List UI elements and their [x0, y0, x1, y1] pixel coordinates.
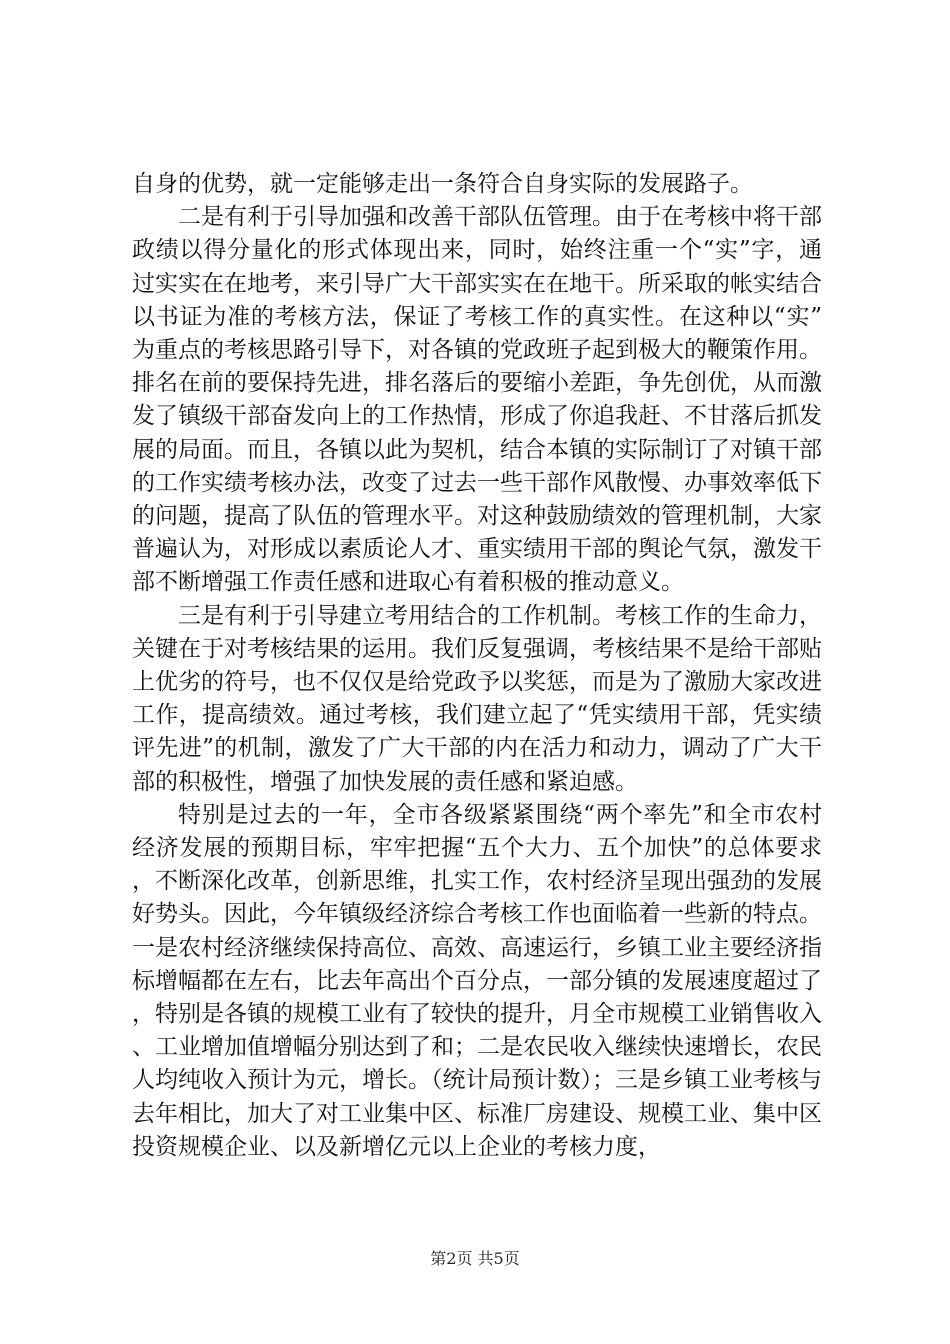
paragraph-cadre-management: 二是有利于引导加强和改善干部队伍管理。由于在考核中将干部政绩以得分量化的形式体现出来，同时，始终注重一个“实”字，通过实实在在地考，来引导广大干部实实在在地干。所采取的帐实结合以书证为准的考核方法，保证了考核工作的真实性。在这种以“实”为重点的考核思路引导下，对各镇的党政班子起到极大的鞭策作用。排名在前的要保持先进，排名落后的要缩小差距，争先创优，从而激发了镇级干部奋发向上的工作热情，形成了你追我赶、不甘落后抓发展的局面。而且，各镇以此为契机，结合本镇的实际制订了对镇干部的工作实绩考核办法，改变了过去一些干部作风散慢、办事效率低下的问题，提高了队伍的管理水平。对这种鼓励绩效的管理机制，大家普遍认为，对形成以素质论人才、重实绩用干部的舆论气氛，激发干部不断增强工作责任感和进取心有着积极的推动意义。 — [132, 204, 822, 596]
page-footer: 第2页 共5页 — [430, 1249, 520, 1268]
body-text — [132, 168, 822, 1164]
paragraph-continuation: 自身的优势，就一定能够走出一条符合自身实际的发展路子。 — [132, 171, 753, 197]
paragraph-assessment-mechanism: 三是有利于引导建立考用结合的工作机制。考核工作的生命力，关键在于对考核结果的运用。我们反复强调，考核结果不是给干部贴上优劣的符号，也不仅仅是给党政予以奖惩，而是为了激励大家改进工作，提高绩效。通过考核，我们建立起了“凭实绩用干部，凭实绩评先进”的机制，激发了广大干部的内在活力和动力，调动了广大干部的积极性，增强了加快发展的责任感和紧迫感。 — [132, 602, 822, 795]
paragraph-past-year: 特别是过去的一年，全市各级紧紧围绕“两个率先”和全市农村经济发展的预期目标，牢牢把握“五个大力、五个加快”的总体要求，不断深化改革，创新思维，扎实工作，农村经济呈现出强劲的发展好势头。因此，今年镇级经济综合考核工作也面临着一些新的特点。一是农村经济继续保持高位、高效、高速运行，乡镇工业主要经济指标增幅都在左右，比去年高出个百分点，一部分镇的发展速度超过了，特别是各镇的规模工业有了较快的提升，月全市规模工业销售收入、工业增加值增幅分别达到了和；二是农民收入继续快速增长，农民人均纯收入预计为元，增长。（统计局预计数）；三是乡镇工业考核与去年相比，加大了对工业集中区、标准厂房建设、规模工业、集中区投资规模企业、以及新增亿元以上企业的考核力度， — [132, 801, 822, 1160]
